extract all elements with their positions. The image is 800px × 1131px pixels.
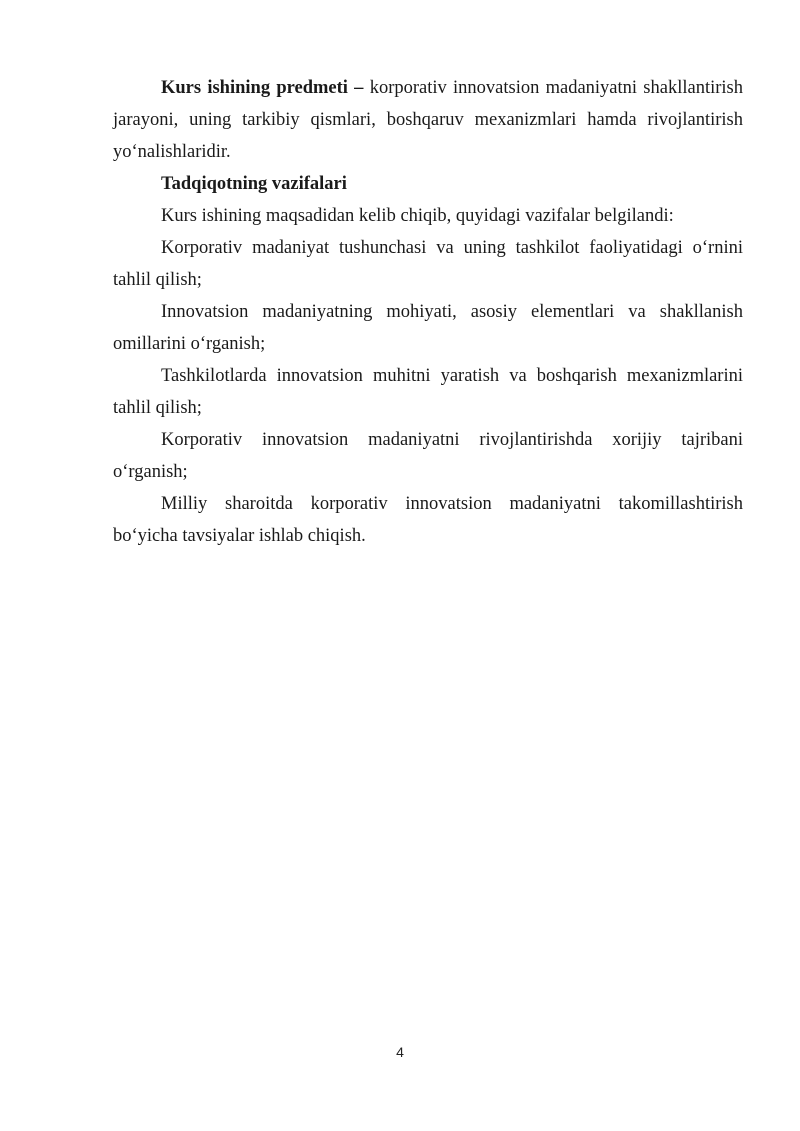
- tasks-lead: Kurs ishining maqsadidan kelib chiqib, quyidagi vazifalar belgilandi:: [161, 206, 674, 226]
- task-item-1: Korporativ madaniyat tushunchasi va uning tashkilot faoliyatidagi o‘rnini tahlil qilish;: [113, 238, 743, 290]
- page-number: 4: [396, 1044, 404, 1060]
- document-body: [113, 72, 743, 552]
- subject-text: korporativ innovatsion madaniyatni shakllantirish jarayoni, uning tarkibiy qismlari, boshqaruv mexanizmlari hamda rivojlantirish yo‘nalishlaridir.: [113, 78, 743, 162]
- task-item-4: Korporativ innovatsion madaniyatni rivojlantirishda xorijiy tajribani o‘rganish;: [113, 430, 743, 482]
- subject-term: Kurs ishining predmeti –: [161, 78, 364, 98]
- subject-paragraph: [113, 72, 743, 168]
- task-item-3: Tashkilotlarda innovatsion muhitni yaratish va boshqarish mexanizmlarini tahlil qilish;: [113, 366, 743, 418]
- task-item-5: Milliy sharoitda korporativ innovatsion madaniyatni takomillashtirish bo‘yicha tavsiyalar ishlab chiqish.: [113, 494, 743, 546]
- task-item-2: Innovatsion madaniyatning mohiyati, asosiy elementlari va shakllanish omillarini o‘rganish;: [113, 302, 743, 354]
- tasks-heading: Tadqiqotning vazifalari: [161, 174, 347, 194]
